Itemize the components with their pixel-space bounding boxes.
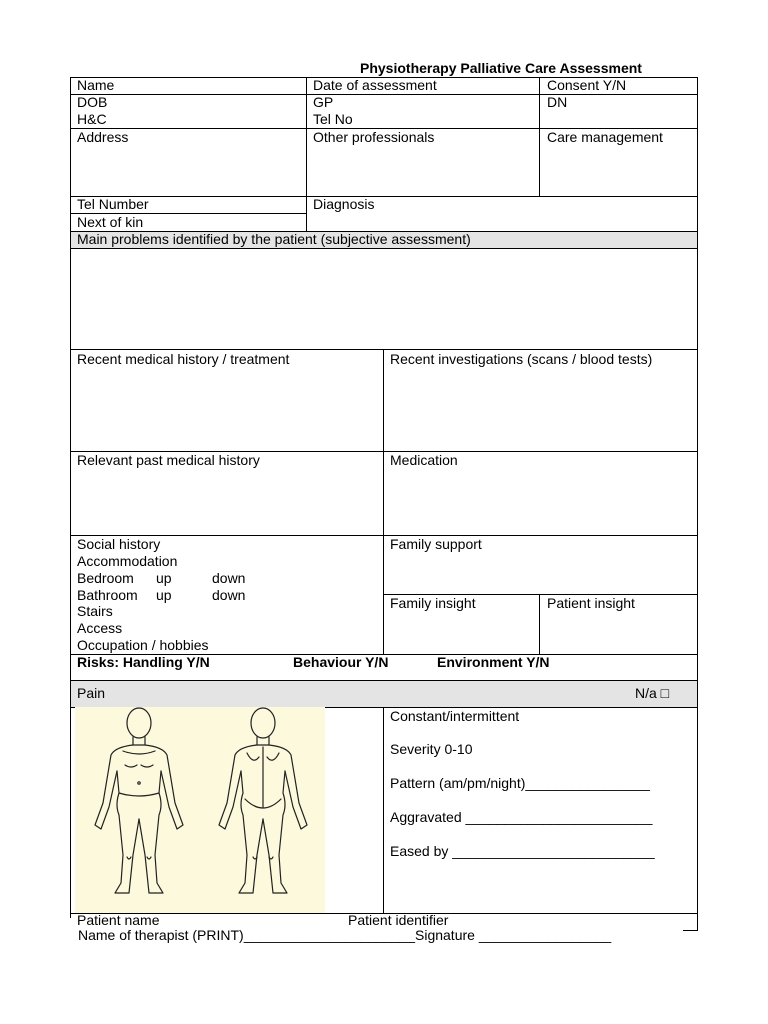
past-medical-history-label: Relevant past medical history [77, 452, 260, 468]
patient-name-text: Patient name [77, 912, 160, 928]
recent-investigations-label: Recent investigations (scans / blood tests) [390, 351, 653, 367]
occupation-label: Occupation / hobbies [77, 637, 209, 653]
gp-label: GP [313, 94, 334, 110]
dn-label: DN [547, 94, 568, 110]
diagnosis-label: Diagnosis [313, 196, 375, 212]
tel-no-label: Tel No [313, 111, 353, 127]
rule [683, 930, 697, 931]
dob-label: DOB [77, 94, 108, 110]
family-insight-label: Family insight [390, 595, 476, 611]
date-of-assessment-label: Date of assessment [313, 77, 437, 93]
patient-identifier-label-clipped [348, 912, 508, 928]
rule [697, 77, 698, 931]
recent-medical-history-label: Recent medical history / treatment [77, 351, 290, 367]
care-management-label: Care management [547, 129, 663, 145]
accommodation-label: Accommodation [77, 553, 178, 569]
pain-constant-label: Constant/intermittent [390, 708, 520, 724]
access-label: Access [77, 620, 123, 636]
body-chart-figures [75, 707, 325, 913]
pain-na-checkbox[interactable]: N/a □ [635, 685, 670, 701]
rule [70, 196, 697, 197]
tel-number-label: Tel Number [77, 196, 149, 212]
bathroom-up-label: up [156, 587, 172, 603]
hc-label: H&C [77, 111, 107, 127]
pain-aggravated-field[interactable]: Aggravated ________________________ [390, 809, 653, 825]
rule [70, 77, 71, 918]
pain-label: Pain [77, 685, 106, 701]
address-label: Address [77, 129, 129, 145]
bathroom-down-label: down [212, 587, 246, 603]
other-professionals-label: Other professionals [313, 129, 435, 145]
consent-label: Consent Y/N [547, 77, 627, 93]
pain-pattern-field[interactable]: Pattern (am/pm/night)________________ [390, 775, 650, 791]
family-support-label: Family support [390, 536, 482, 552]
risks-handling-label: Risks: Handling Y/N [77, 654, 210, 670]
rule [383, 707, 384, 913]
bedroom-down-label: down [212, 570, 246, 586]
social-history-label: Social history [77, 536, 161, 552]
pain-band [70, 681, 697, 707]
pain-eased-field[interactable]: Eased by __________________________ [390, 843, 655, 859]
patient-identifier-text: Patient identifier [348, 912, 449, 928]
body-chart [75, 707, 325, 913]
patient-name-label-clipped [77, 912, 217, 928]
rule [70, 680, 697, 681]
next-of-kin-label: Next of kin [77, 214, 144, 230]
rule [70, 94, 697, 95]
form-title: Physiotherapy Palliative Care Assessment [360, 60, 642, 76]
risks-behaviour-label: Behaviour Y/N [293, 654, 389, 670]
rule [539, 77, 540, 196]
therapist-signature-line[interactable]: Name of therapist (PRINT)______________________Signature _________________ [78, 927, 612, 943]
rule [306, 77, 307, 231]
main-problems-label: Main problems identified by the patient (subjective assessment) [77, 231, 471, 247]
bedroom-up-label: up [156, 570, 172, 586]
bathroom-label: Bathroom [77, 587, 138, 603]
bedroom-label: Bedroom [77, 570, 134, 586]
medication-label: Medication [390, 452, 458, 468]
rule [70, 248, 697, 249]
risks-environment-label: Environment Y/N [437, 654, 550, 670]
rule [539, 594, 540, 654]
patient-insight-label: Patient insight [547, 595, 635, 611]
pain-severity-label: Severity 0-10 [390, 741, 473, 757]
stairs-label: Stairs [77, 603, 113, 619]
rule [383, 349, 384, 654]
name-label: Name [77, 77, 115, 93]
